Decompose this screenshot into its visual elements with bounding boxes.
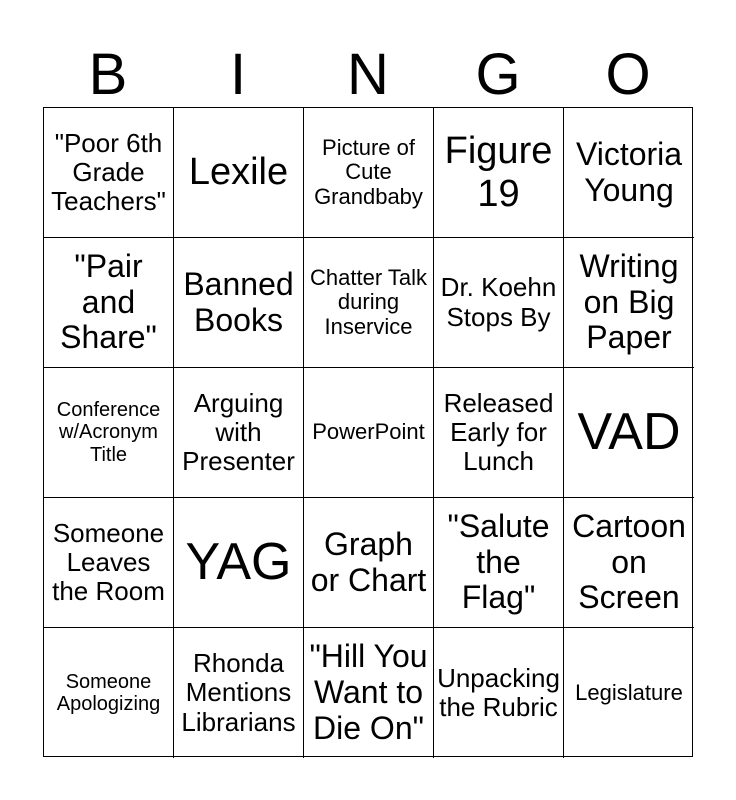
bingo-cell[interactable] [174,368,304,498]
cell-text: Chatter Talk during Inservice [310,264,427,339]
cell-text: Lexile [188,151,289,194]
bingo-cell[interactable] [44,368,174,498]
bingo-cell[interactable] [564,628,694,758]
bingo-cell[interactable] [174,238,304,368]
bingo-cell[interactable] [434,498,564,628]
cell-text: "Hill You Want to Die On" [309,638,428,746]
cell-text: Dr. Koehn Stops By [440,272,557,332]
bingo-grid [43,107,693,757]
bingo-cell[interactable] [304,498,434,628]
cell-text: Someone Apologizing [56,670,161,715]
header-letter-i: I [229,42,247,107]
header-letter-n: N [347,42,389,107]
cell-text: Someone Leaves the Room [52,517,165,607]
bingo-cell[interactable] [174,498,304,628]
cell-text: VAD [577,403,681,462]
cell-text: Victoria Young [575,135,683,208]
bingo-cell[interactable] [434,238,564,368]
cell-text: Unpacking the Rubric [437,662,560,722]
bingo-header [43,42,693,108]
bingo-cell[interactable] [564,108,694,238]
cell-text: Banned Books [183,265,294,338]
header-letter-o: O [605,42,651,107]
cell-text: "Salute the Flag" [447,507,550,616]
cell-text: Released Early for Lunch [443,387,554,477]
bingo-cell[interactable] [44,108,174,238]
bingo-cell[interactable] [44,238,174,368]
cell-text: Arguing with Presenter [182,387,295,477]
header-letter-b: B [88,42,128,107]
bingo-cell[interactable] [564,498,694,628]
cell-text: Writing on Big Paper [579,247,679,356]
cell-text: Cartoon on Screen [572,507,686,616]
bingo-cell[interactable] [304,368,434,498]
cell-text: Picture of Cute Grandbaby [314,134,423,209]
bingo-cell[interactable] [304,108,434,238]
bingo-cell[interactable] [434,368,564,498]
bingo-cell[interactable] [174,628,304,758]
cell-text: "Poor 6th Grade Teachers" [51,127,166,217]
bingo-cell[interactable] [564,368,694,498]
bingo-cell[interactable] [44,628,174,758]
bingo-cell[interactable] [304,238,434,368]
bingo-cell[interactable] [434,628,564,758]
bingo-cell[interactable] [44,498,174,628]
cell-text: Conference w/Acronym Title [56,398,161,466]
bingo-cell[interactable] [174,108,304,238]
bingo-cell[interactable] [304,628,434,758]
cell-text: PowerPoint [312,419,425,445]
cell-text: "Pair and Share" [60,247,157,356]
cell-text: YAG [185,533,292,592]
bingo-cell[interactable] [564,238,694,368]
header-letter-g: G [475,42,521,107]
cell-text: Figure 19 [444,129,553,215]
cell-text: Legislature [575,679,683,705]
cell-text: Rhonda Mentions Librarians [181,648,296,737]
cell-text: Graph or Chart [310,525,427,598]
bingo-cell[interactable] [434,108,564,238]
